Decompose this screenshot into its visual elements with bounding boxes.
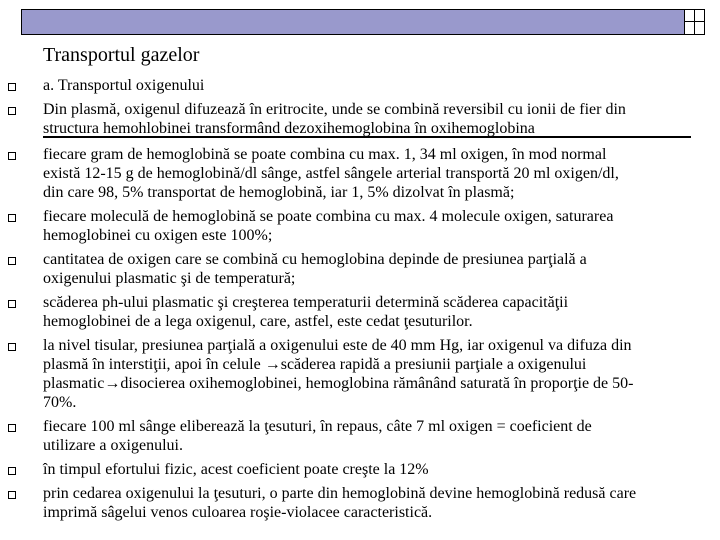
square-bullet-icon [8, 83, 16, 91]
square-bullet-icon [8, 152, 16, 160]
square-bullet-icon [8, 491, 16, 499]
list-item-line: a. Transportul oxigenului [43, 77, 205, 94]
list-item-line: din care 98, 5% transportat de hemoglobină, iar 1, 5% dizolvat în plasmă; [43, 184, 515, 201]
list-item-line: 70%. [43, 394, 77, 411]
list-item-line: fiecare 100 ml sânge eliberează la ţesuturi, în repaus, câte 7 ml oxigen = coeficient de [43, 418, 592, 435]
list-item-line: prin cedarea oxigenului la ţesuturi, o parte din hemoglobină devine hemoglobină redusă care [43, 485, 637, 502]
list-item-line: Din plasmă, oxigenul difuzează în eritrocite, unde se combină reversibil cu ionii de fier din [43, 101, 626, 118]
header-square [694, 22, 704, 34]
list-item-line: utilizare a oxigenului. [43, 437, 183, 454]
header-square [684, 10, 694, 22]
list-item-line: scăderea ph-ului plasmatic şi creşterea temperaturii determină scăderea capacităţii [43, 294, 569, 311]
list-item-line: fiecare gram de hemoglobină se poate combina cu max. 1, 34 ml oxigen, în mod normal [43, 146, 607, 163]
square-bullet-icon [8, 467, 16, 475]
square-bullet-icon [8, 107, 16, 115]
list-item-line: hemoglobinei cu oxigen este 100%; [43, 227, 273, 244]
list-item-line: plasmatic→disocierea oxihemoglobinei, hemoglobina rămânând saturată în proporţie de 50- [43, 375, 634, 392]
list-item-line: plasmă în interstiţii, apoi în celule →scăderea rapidă a presiunii parţiale a oxigenului [43, 356, 587, 373]
header-square [684, 22, 694, 34]
square-bullet-icon [8, 424, 16, 432]
header-bar [21, 9, 705, 35]
list-item-line: hemoglobinei de a lega oxigenul, care, astfel, este cedat ţesuturilor. [43, 313, 473, 330]
list-item-line: fiecare moleculă de hemoglobină se poate combina cu max. 4 molecule oxigen, saturarea [43, 208, 614, 225]
square-bullet-icon [8, 214, 16, 222]
square-bullet-icon [8, 300, 16, 308]
list-item-line: cantitatea de oxigen care se combină cu hemoglobina depinde de presiunea parţială a [43, 251, 587, 268]
square-bullet-icon [8, 257, 16, 265]
header-bar-fill [22, 10, 685, 34]
list-item-line: în timpul efortului fizic, acest coeficient poate creşte la 12% [43, 461, 429, 478]
slide-title: Transportul gazelor [43, 44, 200, 66]
list-item-line: la nivel tisular, presiunea parţială a oxigenului este de 40 mm Hg, iar oxigenul va difuza din [43, 337, 632, 354]
list-item-line: există 12-15 g de hemoglobină/dl sânge, astfel sângele arterial transportă 20 ml oxigen/dl, [43, 165, 619, 182]
list-item-line: oxigenului plasmatic şi de temperatură; [43, 270, 296, 287]
square-bullet-icon [8, 343, 16, 351]
header-square [694, 10, 704, 22]
list-item-line: structura hemohlobinei transformând dezoxihemoglobina în oxihemoglobina [43, 120, 535, 137]
list-item-line: imprimă sâgelui venos culoarea roşie-violacee caracteristică. [43, 504, 433, 521]
